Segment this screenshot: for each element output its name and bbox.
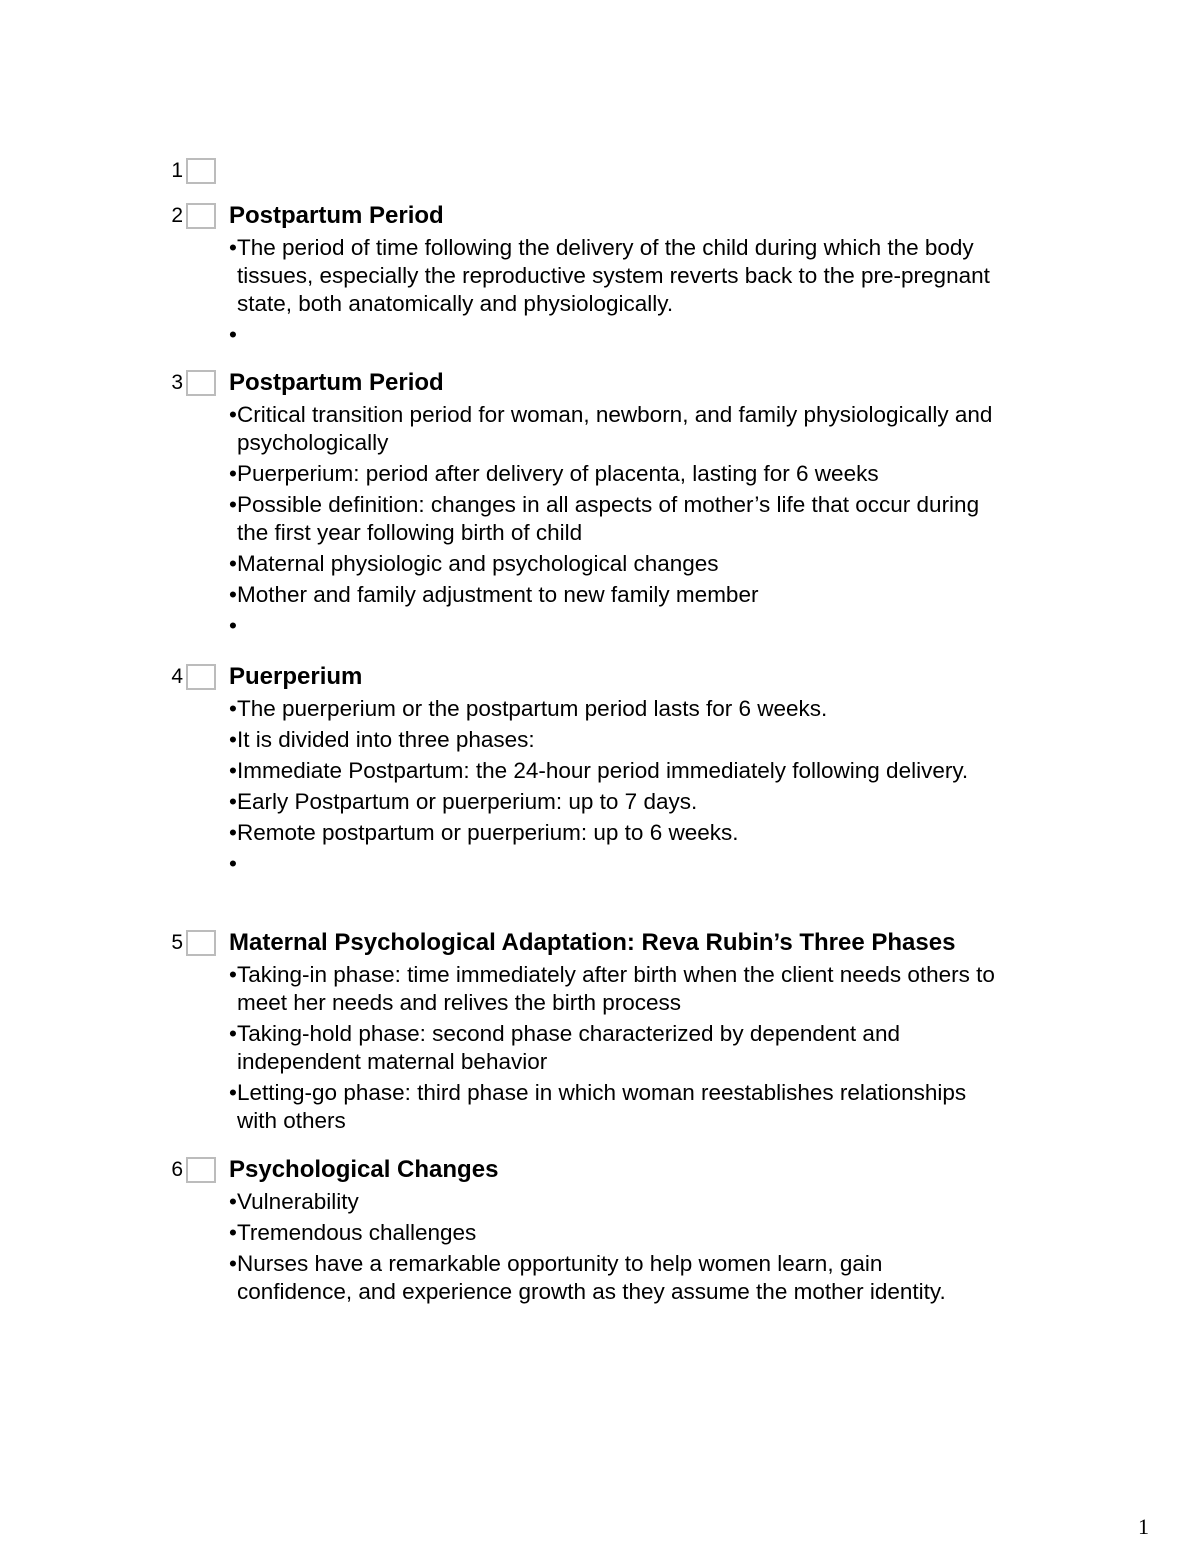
bullet-item bbox=[229, 757, 1009, 785]
bullet-text: Early Postpartum or puerperium: up to 7 days. bbox=[237, 789, 698, 814]
bullet-dot: • bbox=[229, 402, 237, 427]
slide-number: 6 bbox=[171, 1158, 183, 1181]
slide-number: 3 bbox=[171, 371, 183, 394]
bullet-item bbox=[229, 1219, 969, 1247]
bullet-list bbox=[229, 961, 1009, 1138]
bullet-dot: • bbox=[229, 461, 237, 486]
bullet-item bbox=[229, 726, 1009, 754]
bullet-dot: • bbox=[229, 1220, 237, 1245]
bullet-dot: • bbox=[229, 492, 237, 517]
bullet-text: Mother and family adjustment to new family member bbox=[237, 582, 759, 607]
page-number: 1 bbox=[1138, 1514, 1149, 1539]
bullet-dot: • bbox=[229, 613, 237, 638]
bullet-item bbox=[229, 695, 1009, 723]
bullet-dot: • bbox=[229, 851, 237, 876]
bullet-item bbox=[229, 550, 1009, 578]
bullet-item bbox=[229, 1250, 969, 1306]
bullet-text: Puerperium: period after delivery of placenta, lasting for 6 weeks bbox=[237, 461, 879, 486]
bullet-item bbox=[229, 1020, 1009, 1076]
bullet-list bbox=[229, 1188, 969, 1309]
bullet-dot: • bbox=[229, 758, 237, 783]
slide-number: 4 bbox=[171, 665, 183, 688]
bullet-dot: • bbox=[229, 789, 237, 814]
bullet-dot: • bbox=[229, 551, 237, 576]
slide-thumbnail-box bbox=[186, 203, 216, 229]
bullet-dot: • bbox=[229, 1021, 237, 1046]
slide-title: Maternal Psychological Adaptation: Reva Rubin’s Three Phases bbox=[229, 929, 956, 956]
bullet-text: Remote postpartum or puerperium: up to 6 weeks. bbox=[237, 820, 739, 845]
bullet-text: Taking-in phase: time immediately after birth when the client needs others to meet her needs and relives the birth process bbox=[237, 962, 995, 1015]
slide-thumbnail-box bbox=[186, 1157, 216, 1183]
bullet-item bbox=[229, 460, 1009, 488]
bullet-item bbox=[229, 581, 1009, 609]
bullet-text: Maternal physiologic and psychological changes bbox=[237, 551, 719, 576]
bullet-dot: • bbox=[229, 1080, 237, 1105]
bullet-dot: • bbox=[229, 696, 237, 721]
slide-title: Puerperium bbox=[229, 663, 363, 690]
bullet-dot: • bbox=[229, 322, 237, 347]
bullet-text: Tremendous challenges bbox=[237, 1220, 477, 1245]
slide-thumbnail-box bbox=[186, 158, 216, 184]
slide-thumbnail-box bbox=[186, 370, 216, 396]
bullet-text: Nurses have a remarkable opportunity to help women learn, gain confidence, and experience growth as they assume the mother identity. bbox=[237, 1251, 946, 1304]
bullet-dot: • bbox=[229, 820, 237, 845]
bullet-dot: • bbox=[229, 235, 237, 260]
slide-title: Postpartum Period bbox=[229, 369, 444, 396]
bullet-dot: • bbox=[229, 582, 237, 607]
slide-number: 2 bbox=[171, 204, 183, 227]
bullet-item bbox=[229, 1188, 969, 1216]
bullet-list bbox=[229, 695, 1009, 876]
bullet-text: The period of time following the delivery of the child during which the body tissues, especially the reproductive system reverts back to the pre-pregnant state, both anatomically and physiologically. bbox=[237, 235, 990, 316]
bullet-text: Vulnerability bbox=[237, 1189, 359, 1214]
slide-title: Postpartum Period bbox=[229, 202, 444, 229]
bullet-item bbox=[229, 234, 1004, 318]
bullet-text: It is divided into three phases: bbox=[237, 727, 535, 752]
bullet-list bbox=[229, 234, 1004, 347]
bullet-item bbox=[229, 1079, 1009, 1135]
bullet-item bbox=[229, 788, 1009, 816]
bullet-item bbox=[229, 491, 1009, 547]
bullet-text: Possible definition: changes in all aspects of mother’s life that occur during the first year following birth of child bbox=[237, 492, 980, 545]
slide-title: Psychological Changes bbox=[229, 1156, 499, 1183]
bullet-text: Immediate Postpartum: the 24-hour period immediately following delivery. bbox=[237, 758, 969, 783]
bullet-text: Taking-hold phase: second phase characterized by dependent and independent maternal behavior bbox=[237, 1021, 900, 1074]
bullet-item bbox=[229, 401, 1009, 457]
bullet-dot: • bbox=[229, 1189, 237, 1214]
slide-thumbnail-box bbox=[186, 664, 216, 690]
slide-thumbnail-box bbox=[186, 930, 216, 956]
bullet-text: Letting-go phase: third phase in which woman reestablishes relationships with others bbox=[237, 1080, 967, 1133]
bullet-item bbox=[229, 819, 1009, 847]
slide-number: 1 bbox=[171, 159, 183, 182]
bullet-text: Critical transition period for woman, newborn, and family physiologically and psychologically bbox=[237, 402, 993, 455]
bullet-dot: • bbox=[229, 1251, 237, 1276]
bullet-dot: • bbox=[229, 962, 237, 987]
bullet-list bbox=[229, 401, 1009, 638]
bullet-item bbox=[229, 961, 1009, 1017]
slide-number: 5 bbox=[171, 931, 183, 954]
bullet-text: The puerperium or the postpartum period lasts for 6 weeks. bbox=[237, 696, 828, 721]
bullet-dot: • bbox=[229, 727, 237, 752]
